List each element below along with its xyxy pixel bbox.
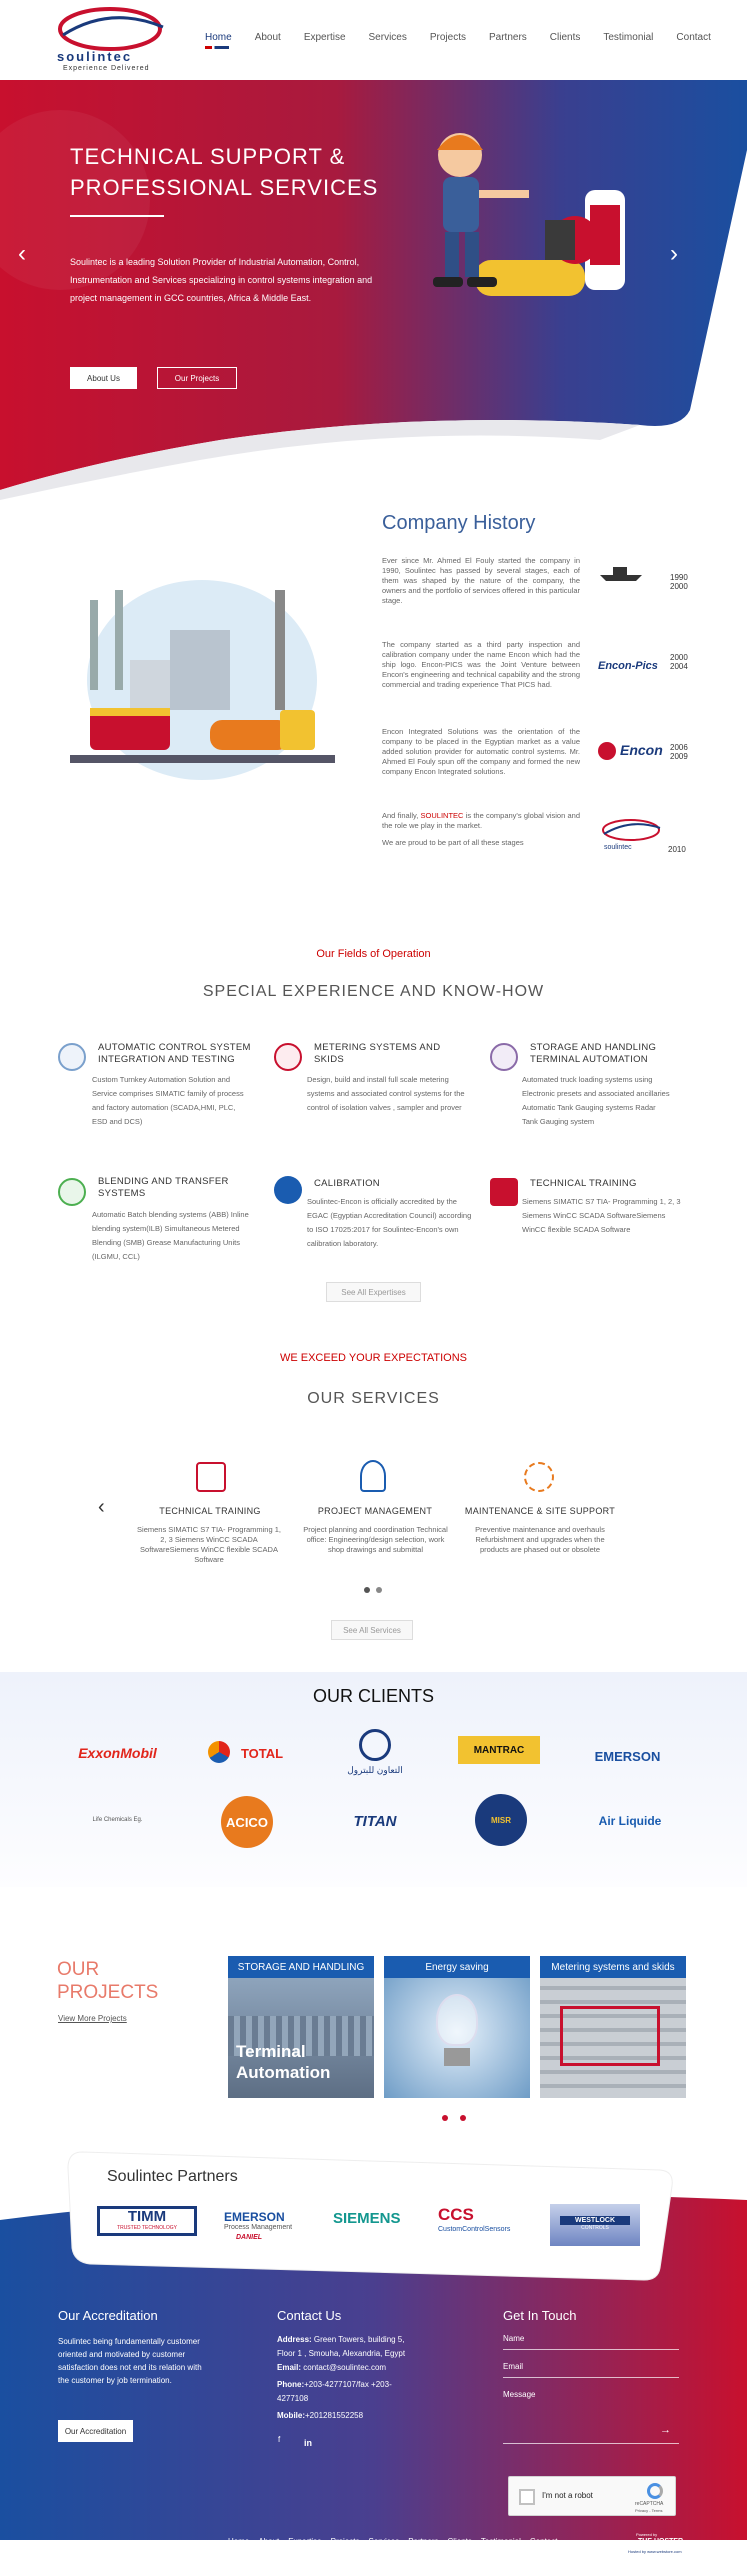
ccs-subtitle: CustomControlSensors [438,2226,511,2233]
nav-testimonial[interactable]: Testimonial [603,32,654,43]
footer-nav-expertise[interactable]: Expertise [288,2537,322,2546]
recaptcha-terms[interactable]: Privacy - Terms [635,2508,663,2513]
recaptcha-widget[interactable] [508,2476,676,2516]
footer-nav-home[interactable]: Home [228,2537,250,2546]
client-misr: MISR [475,1794,527,1846]
client-titan: TITAN [353,1812,397,1830]
hosted-by: Hosted by www.webstore.com [628,2549,682,2554]
contact-title: Contact Us [277,2308,342,2323]
nav-expertise[interactable]: Expertise [303,32,346,43]
partner-ccs: CCS [438,2205,474,2224]
total-wordmark: TOTAL [240,1745,284,1761]
hero-title-underline [70,215,164,217]
logo-swoosh-icon [55,5,170,51]
project-card-2[interactable] [384,1956,530,2098]
westlock-subtitle: CONTROLS [581,2225,609,2231]
linkedin-icon[interactable]: in [304,2438,312,2448]
lightbulb-icon [436,1994,478,2046]
nav-contact[interactable]: Contact [676,32,711,43]
address-label: Address: [277,2335,312,2344]
field-desc-5: Soulintec-Encon is officially accredited by the EGAC (Egyptian Accreditation Council) according to ISO 17025:2017 for Soulintec-Encon's own calibration laboratory. [307,1197,472,1248]
project-caption-2: Energy saving [384,1956,530,1978]
metering-icon [274,1043,302,1071]
footer-nav-contact[interactable]: Contact [529,2537,558,2546]
partner-emerson: EMERSON [224,2210,285,2224]
client-mantrac: MANTRAC [458,1736,540,1764]
field-title-4: BLENDING AND TRANSFER SYSTEMS [98,1176,229,1199]
phone-value[interactable]: +203-4277107/fax +203-4277108 [277,2380,392,2403]
hero-next-arrow[interactable]: › [670,240,678,267]
timm-wordmark: TIMM [127,2208,167,2225]
hero-description: Soulintec is a leading Solution Provider of Industrial Automation, Control, Instrumentation and Services specializing in control systems integration and project management in GCC countries, Africa & Middle East. [70,257,373,303]
history-title: Company History [382,512,536,534]
field-title-6: TECHNICAL TRAINING [530,1178,637,1189]
touch-title: Get In Touch [503,2308,577,2323]
nav-about[interactable]: About [254,32,281,43]
fields-title: SPECIAL EXPERIENCE AND KNOW-HOW [202,983,545,1000]
client-total [200,1735,290,1771]
footer-nav-clients[interactable]: Clients [447,2537,472,2546]
view-more-projects-link[interactable]: View More Projects [58,2014,127,2023]
brand-tagline: Experience Delivered [63,65,150,72]
timm-tagline: TRUSTED TECHNOLOGY [117,2225,177,2231]
brand-logo[interactable] [55,5,170,75]
emerson-subtitle: Process Management [224,2224,293,2231]
project-card-3[interactable] [540,1956,686,2098]
contact-email [277,2361,386,2375]
project-overlay-1: Terminal Automation [236,2042,331,2082]
history-last-suffix: is the company's global vision and the role we play in the market. [382,811,580,830]
partner-westlock [550,2204,640,2246]
encon-logo: Encon [620,742,663,758]
footer-nav-testimonial[interactable]: Testimonial [480,2537,521,2546]
recaptcha-label: I'm not a robot [542,2491,593,2500]
projects-dot-1[interactable] [442,2115,448,2121]
services-title: OUR SERVICES [307,1390,440,1407]
nav-projects[interactable]: Projects [429,32,466,43]
brand-wordmark: soulintec [57,49,133,64]
service-maintenance-icon [524,1462,554,1492]
field-title-2: METERING SYSTEMS AND SKIDS [314,1042,441,1065]
project-caption-3: Metering systems and skids [540,1956,686,1978]
history-brand-mention: SOULINTEC [420,811,464,820]
training-icon [490,1178,518,1206]
accreditation-text: Soulintec being fundamentally customer oriented and motivated by customer satisfaction does not end its relation with the customer by job termination. [58,2337,202,2385]
timeline-years-2: 2000 2004 [670,653,688,671]
copyright: Soulintec2021 - All Rights Reserved [58,2540,138,2546]
phone-label: Phone: [277,2380,305,2389]
timeline-years-3: 2006 2009 [670,743,688,761]
main-nav [205,32,734,43]
encon-pics-logo: Encon-Pics [598,660,658,672]
footer-nav-services[interactable]: Services [368,2537,400,2546]
clients-title: OUR CLIENTS [312,1686,435,1706]
history-paragraph-1: Ever since Mr. Ahmed El Fouly started the company in 1990, Soulintec has passed by several stages, each of them was shaped by the nature of the company, the owners and the portfolio of services offered in this particular stage. [382,556,580,605]
service-desc-3: Preventive maintenance and overhauls Refurbishment and upgrades when the products are phased out or obsolete [475,1525,605,1554]
timeline-years-1: 1990 2000 [670,573,688,591]
project-card-1[interactable] [228,1956,374,2098]
nav-home[interactable]: Home [205,32,232,43]
westlock-wordmark: WESTLOCK [560,2216,630,2225]
projects-title-line2: PROJECTS [57,1982,159,2003]
projects-dot-2[interactable] [460,2115,466,2121]
hero-prev-arrow[interactable]: ‹ [18,240,26,267]
refinery-illustration [70,570,335,780]
service-desc-2: Project planning and coordination Technical office: Engineering/design selection, work shop drawings and submittal [303,1525,448,1554]
client-acico: ACICO [221,1796,273,1848]
partner-timm [97,2206,197,2236]
history-paragraph-3: Encon Integrated Solutions was the orientation of the company to be placed in the Egyptian market as a value added solution provider for automatic control systems. Mr. Ahmed El Fouly spun off the company and formed the new company Encon Integrated solutions. [382,727,580,776]
partner-siemens: SIEMENS [333,2210,401,2227]
field-desc-3: Automated truck loading systems using Electronic presets and associated ancillaries Automatic Tank Gauging systems Radar Tank Gauging system [522,1075,670,1126]
service-title-3: MAINTENANCE & SITE SUPPORT [464,1506,616,1516]
footer-nav-partners[interactable]: Partners [408,2537,439,2546]
client-life-chemicals: Life Chemicals Eg. [92,1817,143,1823]
skid-frame [560,2006,660,2066]
facebook-icon[interactable]: f [278,2435,281,2444]
services-dot-2[interactable] [376,1587,382,1593]
about-us-button[interactable]: About Us [70,367,137,389]
contact-phone [277,2378,407,2406]
partners-title: Soulintec Partners [107,2168,238,2185]
projects-title-line1: OUR [57,1959,100,1980]
email-value[interactable]: contact@soulintec.com [301,2363,387,2372]
hero-title-line1: TECHNICAL SUPPORT & [70,144,346,169]
footer-nav-projects[interactable]: Projects [330,2537,360,2546]
accreditation-title: Our Accreditation [58,2308,158,2323]
field-desc-2: Design, build and install full scale metering systems and associated control systems for the control of isolation valves , sampler and prover [307,1075,465,1112]
see-all-services-button[interactable]: See All Services [331,1620,413,1640]
partner-daniel: DANIEL [236,2234,263,2241]
services-prev-arrow[interactable]: ‹ [98,1496,105,1518]
worker-illustration [385,120,655,320]
see-all-expertises-button[interactable]: See All Expertises [326,1282,421,1302]
timeline-years-4: 2010 [668,845,686,854]
history-last-prefix: And finally, [382,811,421,820]
projects-title [57,1958,158,2004]
history-paragraph-2: The company started as a third party inspection and calibration company under the name Encon which had the ship logo. Encon-PICS was the Joint Venture between Encon's engineering and technical capability and the strong commercial and trading experience That PICS had. [382,640,580,689]
soulintec-small-logo-icon [600,818,662,846]
service-project-icon [360,1460,386,1492]
client-air-liquide: Air Liquide [598,1814,662,1828]
client-taawon [335,1722,415,1782]
field-desc-1: Custom Turnkey Automation Solution and Service comprises SIMATIC family of process and factory automation (SCADA,HMI, PLC, ESD and DCS) [92,1075,244,1126]
taawon-wordmark: التعاون للبترول [347,1764,403,1775]
automation-icon [58,1043,86,1071]
service-title-1: TECHNICAL TRAINING [159,1506,261,1516]
service-training-icon [196,1462,226,1492]
email-label: Email: [277,2363,302,2372]
address-value: Green Towers, building 5, Floor 1 , Smouha, Alexandria, Egypt [277,2335,406,2358]
soulintec-small-wordmark: soulintec [604,844,632,851]
our-accreditation-button[interactable]: Our Accreditation [58,2420,133,2442]
storage-icon [490,1043,518,1071]
client-emerson: EMERSON [594,1748,661,1764]
field-title-5: CALIBRATION [314,1178,380,1189]
powered-by-label: Powered by [636,2532,658,2537]
blending-icon [58,1178,86,1206]
total-logo-icon [208,1741,230,1763]
service-desc-1: Siemens SIMATIC S7 TIA- Programming 1, 2, 3 Siemens WinCC SCADA SoftwareSiemens WinCC flexible SCADA Software [137,1525,281,1564]
taawon-logo-icon [359,1729,391,1761]
hero-slider [0,80,747,500]
email-input[interactable]: Email [503,2358,679,2378]
services-dot-1[interactable] [364,1587,370,1593]
fields-kicker: Our Fields of Operation [316,948,431,960]
powered-by-brand[interactable]: THE HOSTER [638,2538,684,2545]
footer-nav-about[interactable]: About [258,2537,280,2546]
project-caption-1: STORAGE AND HANDLING [228,1956,374,1978]
nav-partners[interactable]: Partners [489,32,527,43]
field-desc-4: Automatic Batch blending systems (ABB) Inline blending system(ILB) Simultaneous Metered Blending (SMB) Grease Manufacturing Units (ILGMU, CCL) [92,1210,249,1261]
history-paragraph-4 [382,811,580,831]
encon-star-icon [598,742,616,760]
field-desc-6: Siemens SIMATIC S7 TIA- Programming 1, 2, 3 Siemens WinCC SCADA SoftwareSiemens WinCC flexible SCADA Software [522,1197,681,1234]
recaptcha-brand: reCAPTCHA [635,2501,664,2507]
client-exxonmobil: ExxonMobil [78,1745,157,1761]
our-projects-button[interactable]: Our Projects [157,367,237,389]
services-kicker: WE EXCEED YOUR EXPECTATIONS [279,1352,468,1364]
ship-logo-icon [598,563,648,583]
mobile-label: Mobile: [277,2411,305,2420]
mobile-value[interactable]: +201281552258 [305,2411,364,2420]
footer-nav [228,2537,566,2546]
bulb-base [444,2048,470,2066]
field-title-1: AUTOMATIC CONTROL SYSTEM INTEGRATION AND TESTING [98,1042,251,1065]
site-header [0,0,747,80]
service-title-2: PROJECT MANAGEMENT [317,1506,433,1516]
history-proud: We are proud to be part of all these stages [382,838,524,847]
field-title-3: STORAGE AND HANDLING TERMINAL AUTOMATION [530,1042,657,1065]
hero-title-line2: PROFESSIONAL SERVICES [70,175,379,200]
contact-mobile [277,2409,363,2423]
name-input[interactable]: Name [503,2330,679,2350]
send-arrow-icon[interactable]: → [660,2424,671,2436]
contact-address [277,2333,417,2361]
message-input[interactable]: Message [503,2386,679,2444]
nav-clients[interactable]: Clients [549,32,581,43]
recaptcha-logo-icon [647,2483,663,2499]
calibration-icon [274,1176,302,1204]
recaptcha-checkbox[interactable] [519,2489,535,2505]
nav-services[interactable]: Services [368,32,407,43]
